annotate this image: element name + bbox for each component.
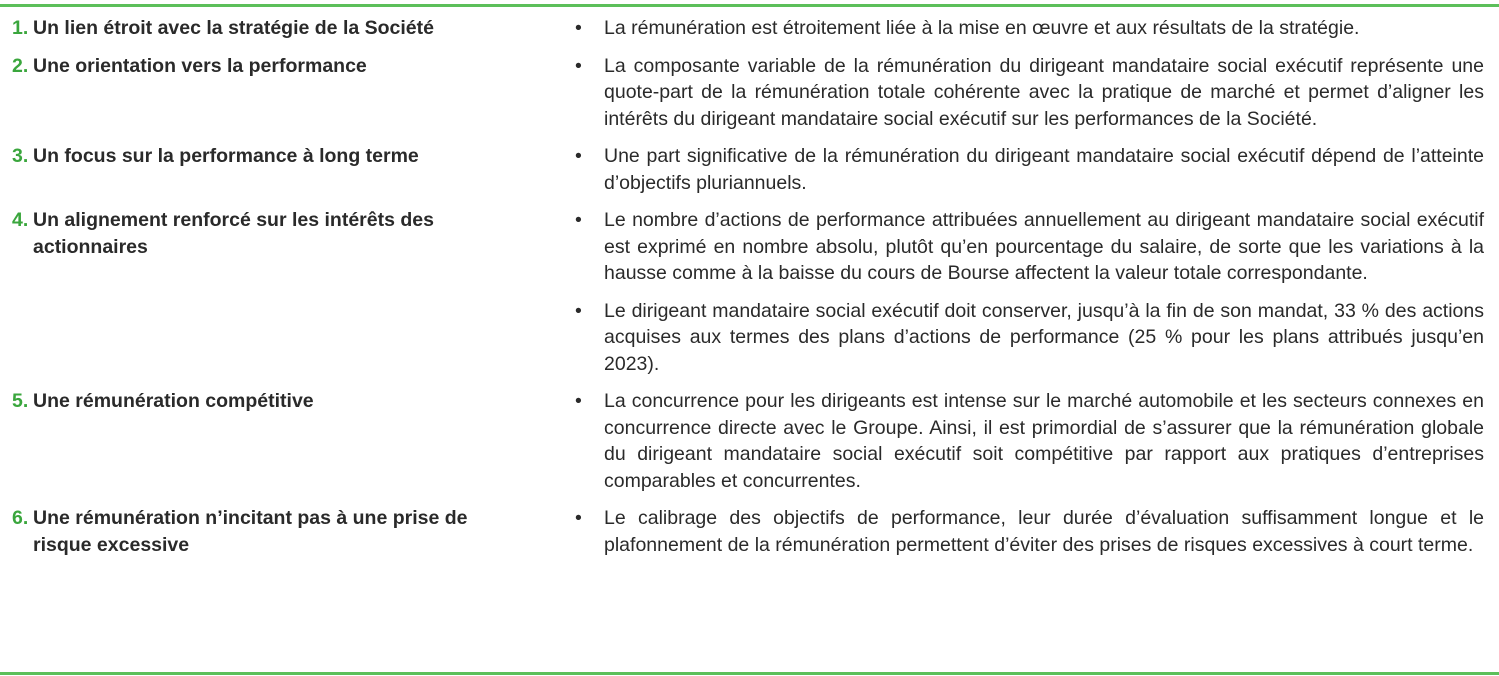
bullet-item [575, 143, 1499, 196]
bullet-item [575, 505, 1499, 558]
bullet-item [575, 15, 1499, 42]
principle-number: 6. [12, 507, 29, 529]
bottom-divider [0, 672, 1499, 675]
bullet-text: Le dirigeant mandataire social exécutif doit conserver, jusqu’à la fin de son mandat, 33 % des actions acquises aux termes des plans d’actions de performance (25 % pour les plans attribués jusqu’en 2023). [604, 299, 1484, 375]
principle-title: Une orientation vers la performance [33, 54, 367, 77]
principle-bullets-3 [575, 143, 1499, 207]
bullet-text: Une part significative de la rémunération du dirigeant mandataire social exécutif dépend de l’atteinte d’objectifs pluriannuels. [604, 145, 1484, 194]
bullet-text: Le calibrage des objectifs de performance, leur durée d’évaluation suffisamment longue et le plafonnement de la rémunération permettent d’éviter des prises de risques excessives à court terme. [604, 507, 1484, 556]
principle-row-3 [0, 143, 1499, 207]
principle-bullets-1 [575, 15, 1499, 53]
principle-number: 3. [12, 145, 29, 167]
principle-heading-4 [0, 207, 575, 260]
principle-row-2 [0, 53, 1499, 144]
bullet-icon: • [575, 17, 582, 39]
principle-bullets-2 [575, 53, 1499, 144]
principle-row-6 [0, 505, 1499, 569]
principle-title: Une rémunération compétitive [33, 390, 314, 412]
bullet-item [575, 207, 1499, 287]
principle-number: 1. [12, 17, 29, 39]
principle-bullets-4 [575, 207, 1499, 388]
principles-table [0, 15, 1499, 569]
principle-heading-5 [0, 388, 575, 415]
bullet-icon: • [575, 390, 582, 412]
bullet-icon: • [575, 54, 582, 77]
principle-number: 4. [12, 209, 29, 231]
bullet-icon: • [575, 299, 582, 322]
bullet-text: La rémunération est étroitement liée à la mise en œuvre et aux résultats de la stratégie. [604, 17, 1360, 39]
principle-row-1 [0, 15, 1499, 53]
bullet-text: La concurrence pour les dirigeants est intense sur le marché automobile et les secteurs connexes en concurrence directe avec le Groupe. Ainsi, il est primordial de s’assurer que la rémunération globale du dirigeant mandataire social exécutif soit compétitive par rapport aux pratiques d’entreprises comparables et concurrentes. [604, 390, 1484, 492]
principle-heading-2 [0, 53, 575, 80]
bullet-icon: • [575, 209, 582, 231]
bullet-item [575, 388, 1499, 494]
principle-row-5 [0, 388, 1499, 505]
principle-number: 5. [12, 390, 29, 412]
bullet-item [575, 298, 1499, 378]
bullet-icon: • [575, 145, 582, 167]
bullet-text: La composante variable de la rémunération du dirigeant mandataire social exécutif représente une quote-part de la rémunération totale cohérente avec la pratique de marché et permet d’aligner les intérêts du dirigeant mandataire social exécutif sur les performances de la Société. [604, 54, 1484, 130]
principle-heading-1 [0, 15, 575, 42]
principle-heading-6 [0, 505, 575, 558]
principle-row-4 [0, 207, 1499, 388]
principle-title: Un focus sur la performance à long terme [33, 145, 419, 167]
principle-title: Une rémunération n’incitant pas à une prise de risque excessive [33, 507, 468, 556]
principle-number: 2. [12, 54, 29, 77]
principle-title: Un lien étroit avec la stratégie de la Société [33, 17, 434, 39]
principle-bullets-6 [575, 505, 1499, 569]
bullet-icon: • [575, 507, 582, 529]
bullet-text: Le nombre d’actions de performance attribuées annuellement au dirigeant mandataire social exécutif est exprimé en nombre absolu, plutôt qu’en pourcentage du salaire, de sorte que les variations à la hausse comme à la baisse du cours de Bourse affectent la valeur totale correspondante. [604, 209, 1484, 284]
top-divider [0, 4, 1499, 7]
bullet-item [575, 53, 1499, 133]
principle-bullets-5 [575, 388, 1499, 505]
principle-heading-3 [0, 143, 575, 170]
principle-title: Un alignement renforcé sur les intérêts des actionnaires [33, 209, 434, 258]
